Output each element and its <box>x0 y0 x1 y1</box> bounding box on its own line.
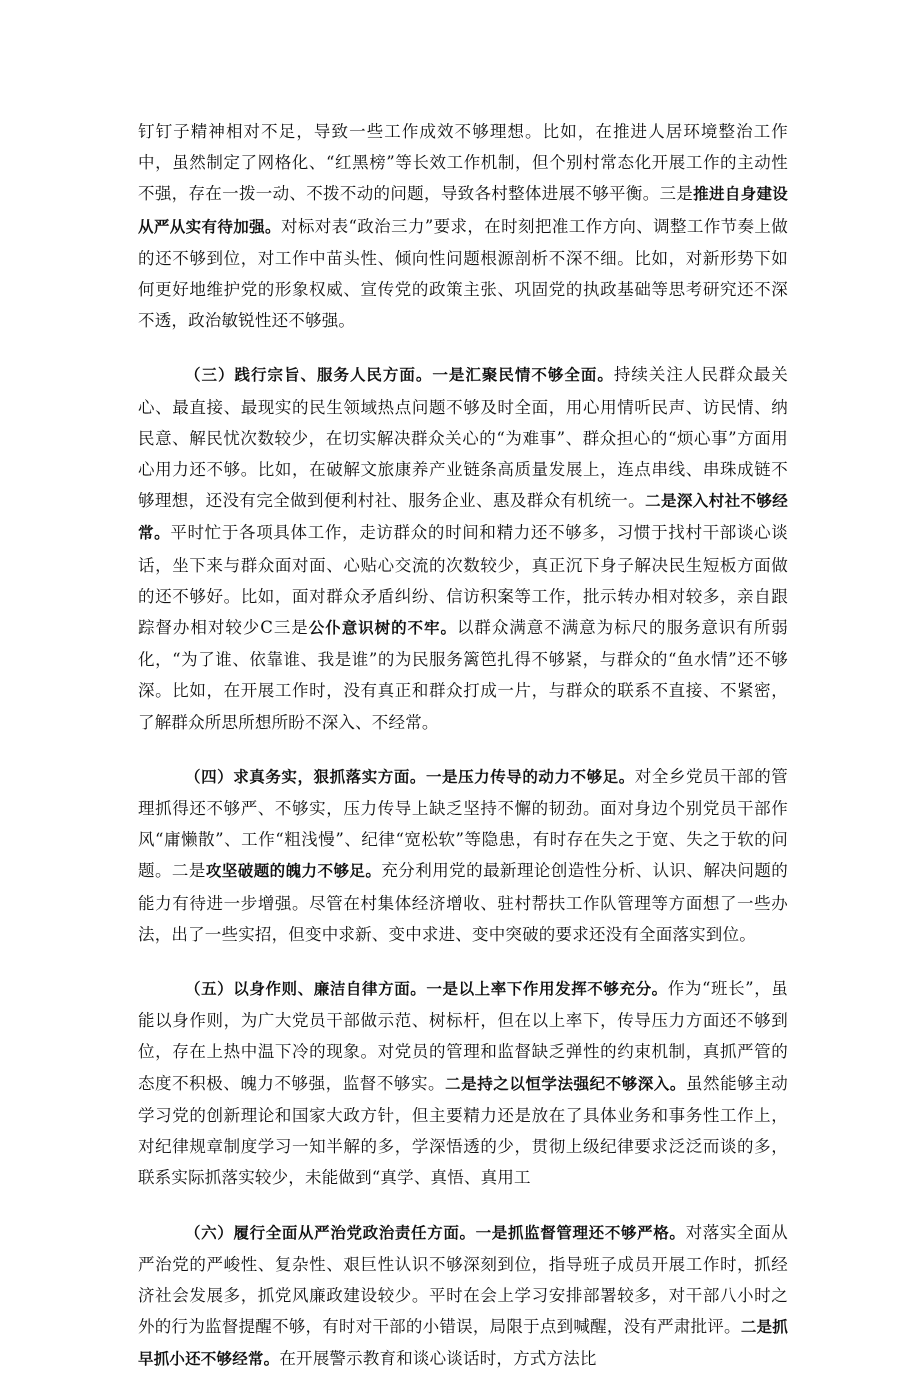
paragraph-heading: 二是深入村社不够经常。 <box>138 492 788 543</box>
paragraph-heading: 公仆意识树的不牢。 <box>308 619 457 638</box>
paragraph-5 <box>138 1217 788 1376</box>
paragraph-text: 充分利用党的最新理论创造性分析、认识、解决问题的能力有待进一步增强。尽管在村集体经济增收、驻村帮扶工作队管理等方面想了一些办法，出了一些实招，但变中求新、变中求进、变中突破的要求还没有全面落实到位。 <box>138 861 788 944</box>
section-heading: （六）履行全面从严治党政治责任方面。一是抓监督管理还不够严格。 <box>185 1223 686 1242</box>
paragraph-text: 虽然能够主动学习党的创新理论和国家大政方针，但主要精力还是放在了具体业务和事务性工作上，对纪律规章制度学习一知半解的多，学深悟透的少，贯彻上级纪律要求泛泛而谈的多，联系实际抓落实较少，未能做到“真学、真悟、真用工 <box>138 1073 788 1188</box>
section-heading: （三）践行宗旨、服务人民方面。一是汇聚民情不够全面。 <box>185 366 614 385</box>
paragraph-3 <box>138 761 788 950</box>
paragraph-spacer <box>138 738 788 761</box>
paragraph-text: 对全乡党员干部的管理抓得还不够严、不够实，压力传导上缺乏坚持不懈的韧劲。面对身边个别党员干部作风“庸懒散”、工作“粗浅慢”、纪律“宽松软”等隐患，有时存在失之于宽、失之于软的问题。二是 <box>138 766 788 881</box>
paragraph-text: 对落实全面从严治党的严峻性、复杂性、艰巨性认识不够深刻到位，指导班子成员开展工作时，抓经济社会发展多，抓党风廉政建设较少。平时在会上学习安排部署较多，对干部八小时之外的行为监督提醒不够，有时对干部的小错误，局限于点到喊醒，没有严肃批评。 <box>138 1222 788 1337</box>
paragraph-spacer <box>138 1194 788 1217</box>
paragraph-2 <box>138 359 788 737</box>
paragraph-heading: 攻坚破题的魄力不够足。 <box>205 862 382 881</box>
section-heading: （四）求真务实，狠抓落实方面。一是压力传导的动力不够足。 <box>185 767 635 786</box>
paragraph-spacer <box>138 336 788 359</box>
paragraph-text: C三是 <box>260 618 309 638</box>
paragraph-text: 在开展警示教育和谈心谈话时，方式方法比 <box>279 1349 597 1369</box>
paragraph-heading: 二是抓早抓小还不够经常。 <box>138 1318 789 1369</box>
paragraph-1 <box>138 116 788 336</box>
paragraph-spacer <box>138 950 788 973</box>
paragraph-text: 作为“班长”，虽能以身作则，为广大党员干部做示范、树标杆，但在以上率下，传导压力方面还不够到位，存在上热中温下冷的现象。对党员的管理和监督缺乏弹性的约束机制，真抓严管的态度不积极、魄力不够强，监督不够实。 <box>138 979 788 1093</box>
paragraph-text: 钉钉子精神相对不足，导致一些工作成效不够理想。比如，在推进人居环境整治工作中，虽然制定了网格化、“红黑榜”等长效工作机制，但个别村常态化开展工作的主动性不强，存在一拨一动、不拨不动的问题，导致各村整体进展不够平衡。三是 <box>138 122 788 204</box>
paragraph-4 <box>138 973 788 1193</box>
section-heading: （五）以身作则、廉洁自律方面。一是以上率下作用发挥不够充分。 <box>185 980 668 999</box>
paragraph-heading: 二是持之以恒学法强纪不够深入。 <box>445 1074 686 1093</box>
document-page <box>138 116 788 1376</box>
paragraph-text: 平时忙于各项具体工作，走访群众的时间和精力还不够多，习惯于找村干部谈心谈话，坐下来与群众面对面、心贴心交流的次数较少，真正沉下身子解决民生短板方面做的还不够好。比如，面对群众矛盾纠纷、信访积案等工作，批示转办相对较多，亲自跟踪督办相对较少 <box>138 523 788 638</box>
paragraph-text: 持续关注人民群众最关心、最直接、最现实的民生领域热点问题不够及时全面，用心用情听民声、访民情、纳民意、解民忧次数较少，在切实解决群众关心的“为难事”、群众担心的“烦心事”方面用心用力还不够。比如，在破解文旅康养产业链条高质量发展上，连点串线、串珠成链不够理想，还没有完全做到便利村社、服务企业、惠及群众有机统一。 <box>138 365 789 511</box>
paragraph-text: 以群众满意不满意为标尺的服务意识有所弱化，“为了谁、依靠谁、我是谁”的为民服务篱笆扎得不够紧，与群众的“鱼水情”还不够深。比如，在开展工作时，没有真正和群众打成一片，与群众的联系不直接、不紧密，了解群众所思所想所盼不深入、不经常。 <box>138 618 788 732</box>
paragraph-text: 对标对表“政治三力”要求，在时刻把准工作方向、调整工作节奏上做的还不够到位，对工作中苗头性、倾向性问题根源剖析不深不细。比如，对新形势下如何更好地维护党的形象权威、宣传党的政策主张、巩固党的执政基础等思考研究还不深不透，政治敏锐性还不够强。 <box>138 216 788 331</box>
paragraph-heading: 推进自身建设从严从实有待加强。 <box>138 185 788 236</box>
